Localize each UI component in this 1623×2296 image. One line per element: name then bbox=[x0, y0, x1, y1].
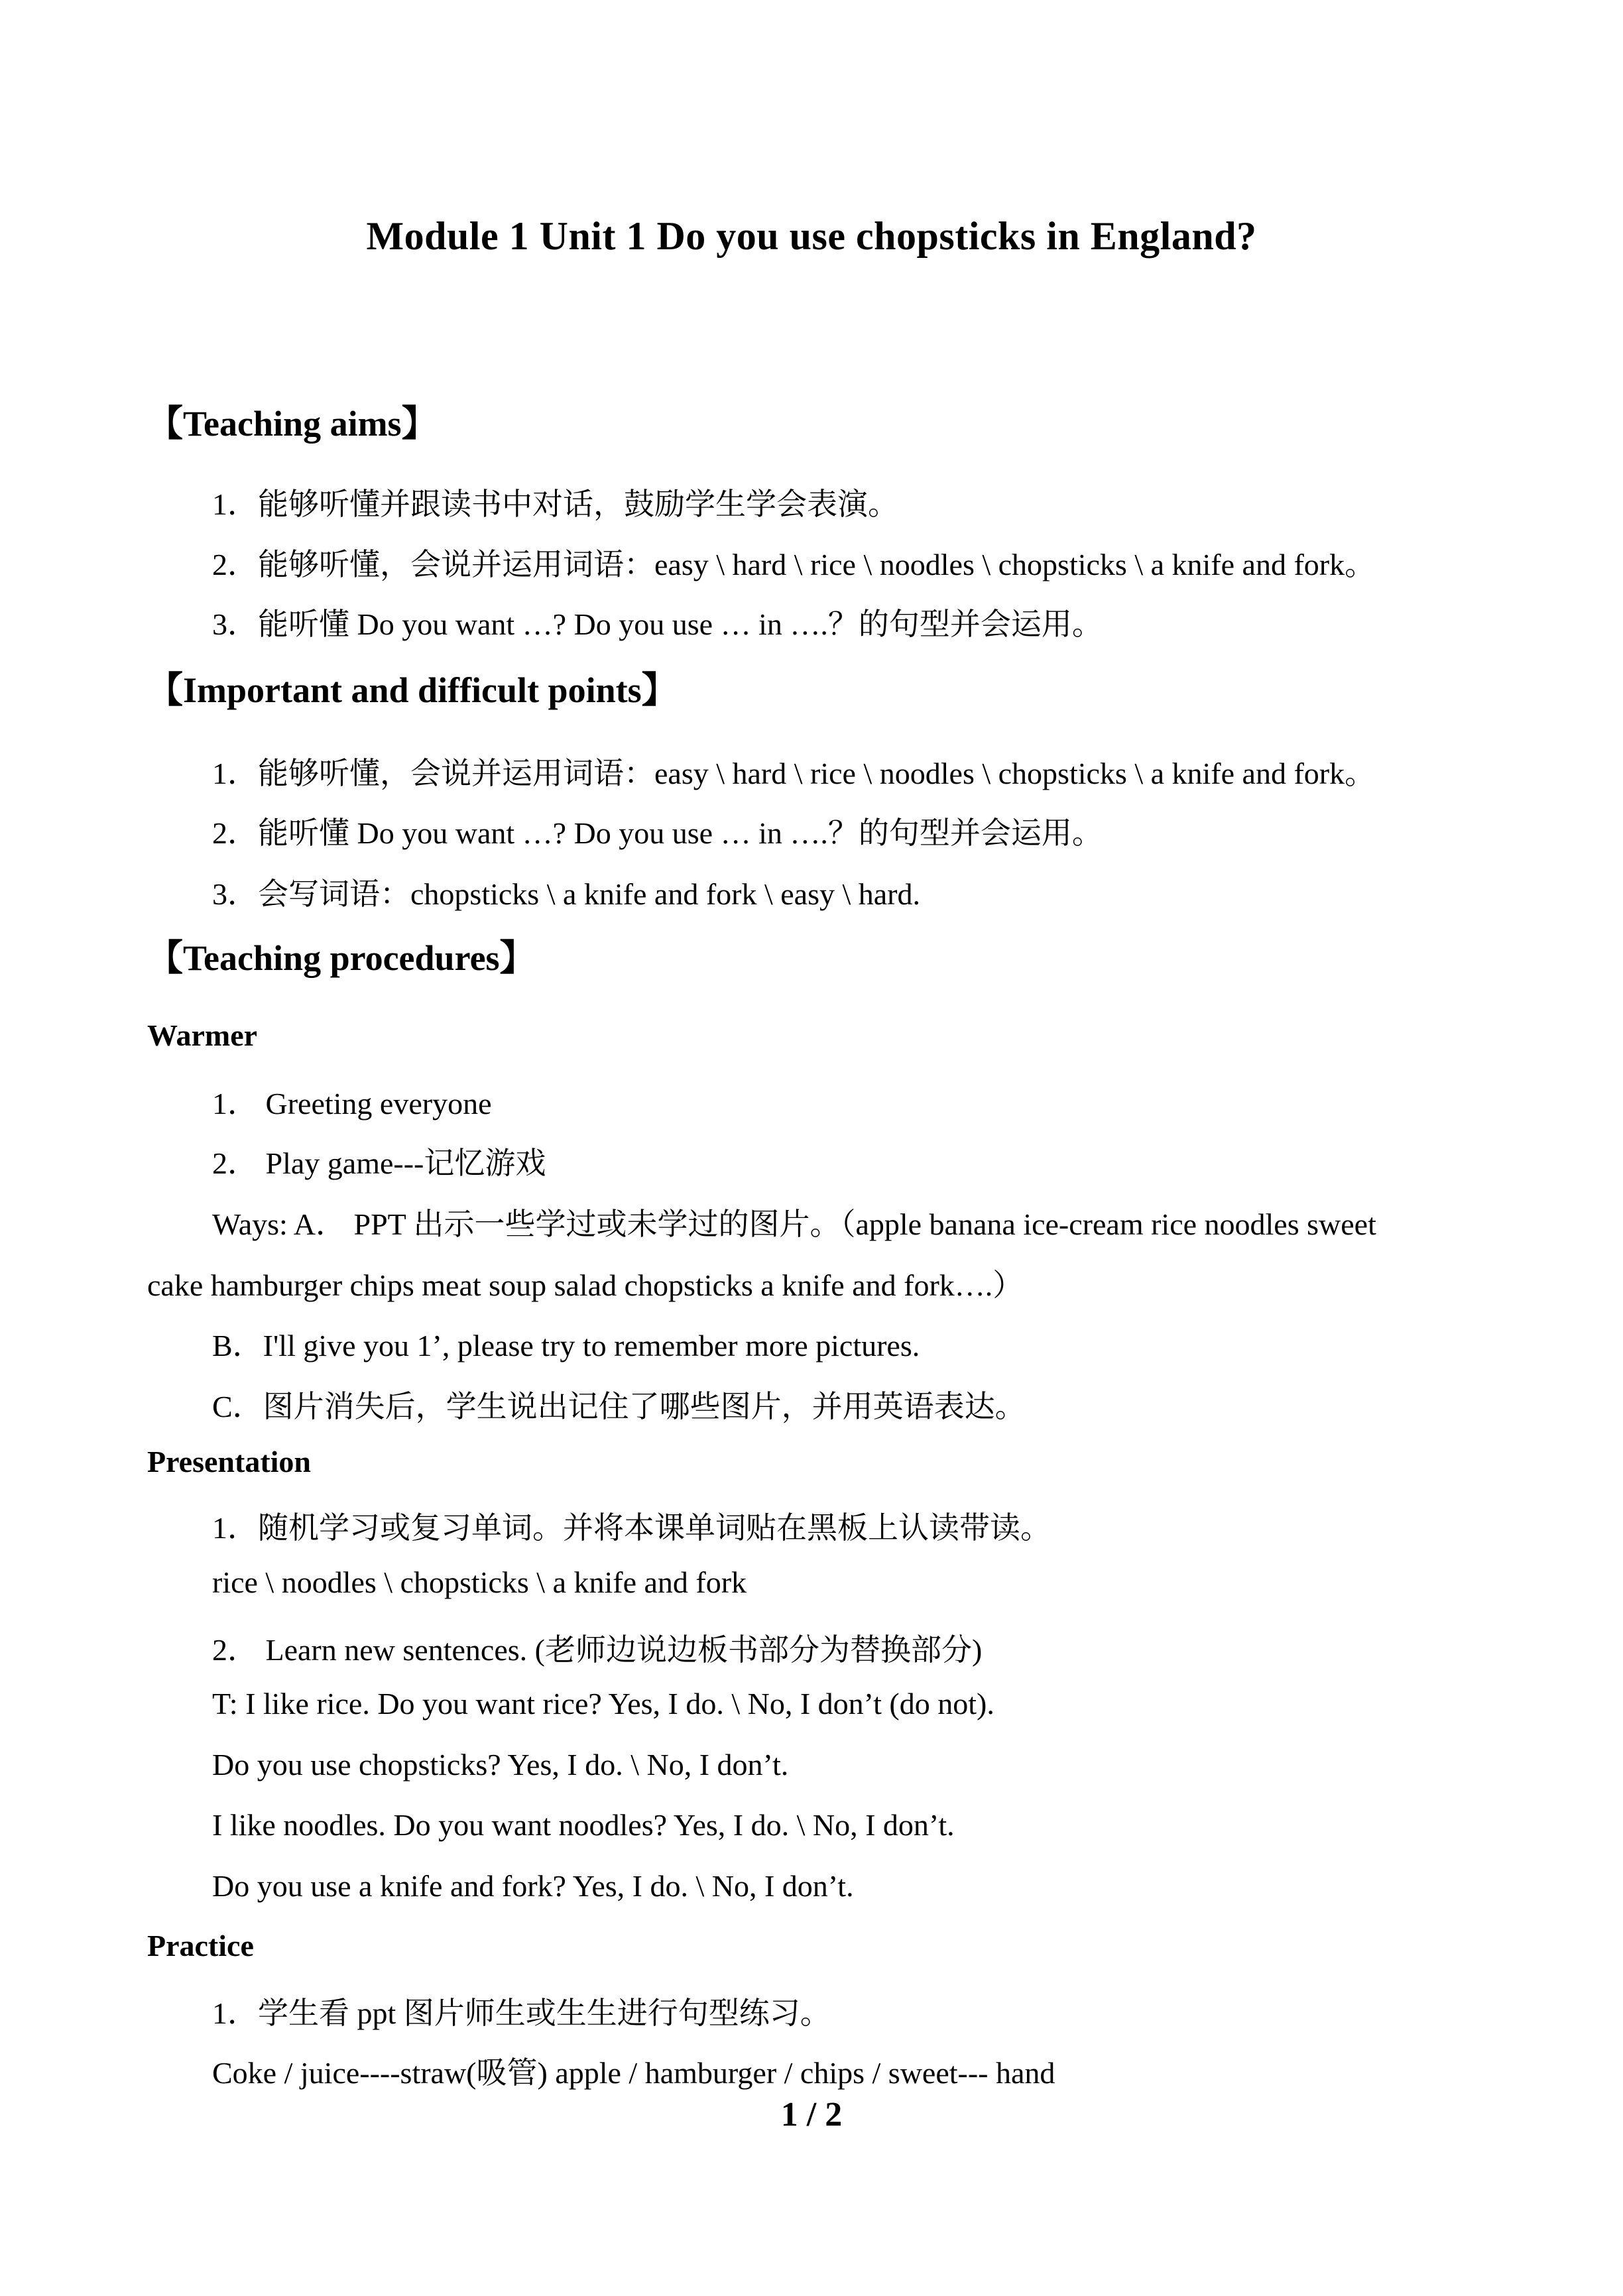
points-item-1: 1．能够听懂，会说并运用词语：easy \ hard \ rice \ noodles \ chopsticks \ a knife and fork。 bbox=[212, 756, 1376, 790]
warmer-line-2: 2． Play game---记忆游戏 bbox=[212, 1146, 546, 1180]
aims-item-3: 3．能听懂 Do you want …? Do you use … in ….？的句型并会运用。 bbox=[212, 607, 1103, 641]
presentation-line-4: T: I like rice. Do you want rice? Yes, I do. \ No, I don’t (do not). bbox=[212, 1687, 994, 1721]
document-title: Module 1 Unit 1 Do you use chopsticks in England? bbox=[366, 214, 1257, 258]
presentation-line-1: 1．随机学习或复习单词。并将本课单词贴在黑板上认读带读。 bbox=[212, 1511, 1051, 1545]
warmer-line-3: Ways: A． PPT 出示一些学过或未学过的图片。（apple banana ice-cream rice noodles sweet bbox=[212, 1207, 1376, 1241]
practice-line-2: Coke / juice----straw(吸管) apple / hamburger / chips / sweet--- hand bbox=[212, 2056, 1055, 2090]
presentation-line-2: rice \ noodles \ chopsticks \ a knife and fork bbox=[212, 1565, 747, 1599]
warmer-line-1: 1． Greeting everyone bbox=[212, 1087, 492, 1120]
aims-item-1: 1．能够听懂并跟读书中对话，鼓励学生学会表演。 bbox=[212, 487, 898, 521]
points-item-2: 2．能听懂 Do you want …? Do you use … in ….？的句型并会运用。 bbox=[212, 816, 1103, 850]
presentation-line-6: I like noodles. Do you want noodles? Yes, I do. \ No, I don’t. bbox=[212, 1808, 955, 1842]
heading-important-points: 【Important and difficult points】 bbox=[147, 670, 678, 710]
warmer-line-6: C．图片消失后，学生说出记住了哪些图片，并用英语表达。 bbox=[212, 1390, 1026, 1423]
subheading-warmer: Warmer bbox=[147, 1018, 258, 1052]
subheading-presentation: Presentation bbox=[147, 1445, 312, 1479]
heading-teaching-aims: 【Teaching aims】 bbox=[147, 404, 438, 444]
heading-teaching-procedures: 【Teaching procedures】 bbox=[147, 938, 536, 978]
presentation-line-7: Do you use a knife and fork? Yes, I do. \ No, I don’t. bbox=[212, 1869, 854, 1903]
aims-item-2: 2．能够听懂，会说并运用词语：easy \ hard \ rice \ noodles \ chopsticks \ a knife and fork。 bbox=[212, 548, 1376, 581]
page-number: 1 / 2 bbox=[780, 2096, 843, 2134]
presentation-line-5: Do you use chopsticks? Yes, I do. \ No, I don’t. bbox=[212, 1748, 789, 1782]
warmer-line-4: cake hamburger chips meat soup salad chopsticks a knife and fork….） bbox=[147, 1268, 1024, 1302]
warmer-line-5: B．I'll give you 1’, please try to remember more pictures. bbox=[212, 1329, 920, 1362]
presentation-line-3: 2． Learn new sentences. (老师边说边板书部分为替换部分) bbox=[212, 1633, 983, 1667]
points-item-3: 3．会写词语：chopsticks \ a knife and fork \ easy \ hard. bbox=[212, 877, 920, 911]
subheading-practice: Practice bbox=[147, 1929, 254, 1963]
practice-line-1: 1．学生看 ppt 图片师生或生生进行句型练习。 bbox=[212, 1996, 831, 2030]
